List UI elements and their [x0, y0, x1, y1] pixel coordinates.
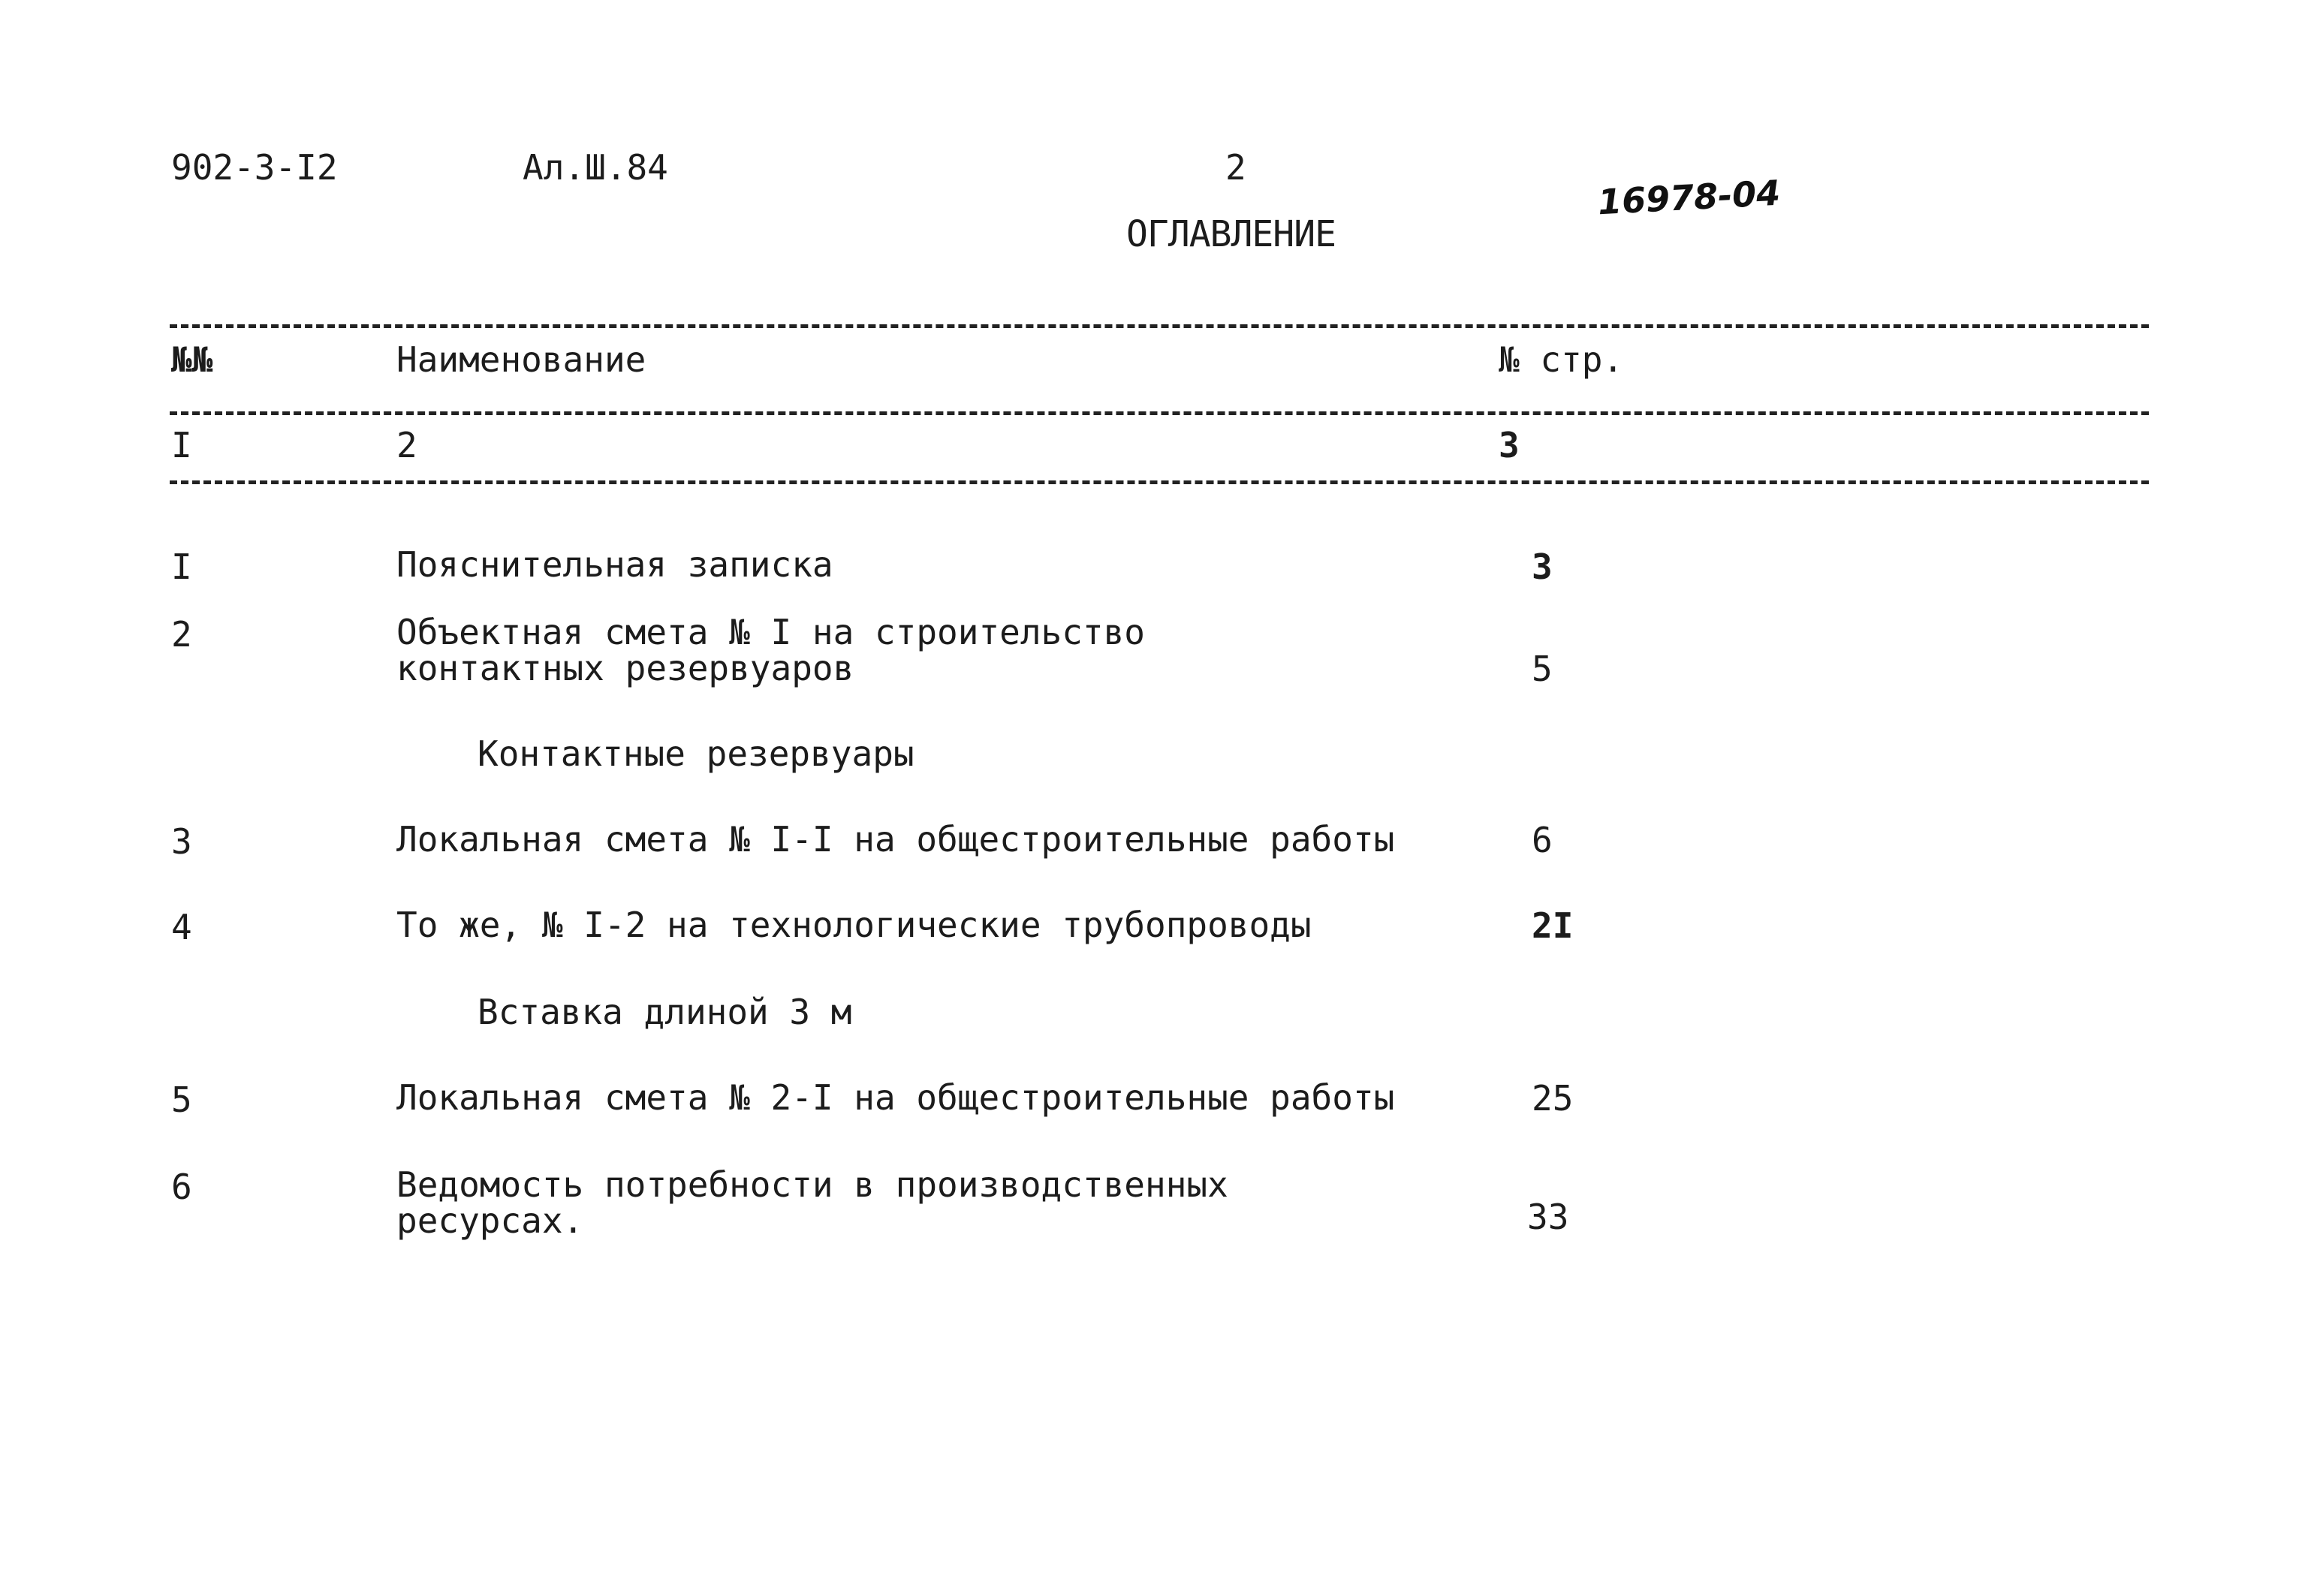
row-title: Объектная смета № I на строительство контактных резервуаров: [396, 612, 1145, 688]
column-number-1: I: [171, 425, 192, 465]
row-title: Локальная смета № I-I на общестроительные работы: [396, 819, 1395, 860]
column-number-2: 2: [396, 425, 417, 465]
row-page: 33: [1527, 1197, 1569, 1237]
row-title: Пояснительная записка: [396, 544, 833, 585]
row-number: 6: [171, 1167, 192, 1207]
page-number: 2: [1225, 147, 1246, 188]
row-number: 5: [171, 1080, 192, 1120]
row-title: То же, № I-2 на технологические трубопроводы: [396, 905, 1312, 945]
column-number-3: 3: [1499, 425, 1520, 465]
inventory-stamp: 16978-04: [1596, 172, 1782, 223]
row-title: Локальная смета № 2-I на общестроительные работы: [396, 1077, 1395, 1118]
rule-bottom: [170, 480, 2149, 484]
column-header-page: № стр.: [1499, 339, 1624, 380]
row-number: 2: [171, 614, 192, 655]
column-header-number: №№: [171, 339, 213, 380]
row-number: 3: [171, 821, 192, 862]
rule-top: [170, 324, 2149, 328]
row-page: 5: [1532, 649, 1553, 689]
row-number: 4: [171, 907, 192, 947]
section-heading: Вставка длиной 3 м: [478, 992, 852, 1032]
row-page: 25: [1532, 1078, 1574, 1119]
row-title: Ведомость потребности в производственных ресурсах.: [396, 1164, 1228, 1241]
row-page: 6: [1532, 820, 1553, 860]
document-code: 902-3-I2: [171, 147, 338, 188]
section-heading: Контактные резервуары: [478, 733, 914, 774]
page-title: ОГЛАВЛЕНИЕ: [1126, 213, 1336, 255]
row-number: I: [171, 547, 192, 587]
column-header-name: Наименование: [396, 339, 646, 380]
row-page: 3: [1532, 547, 1553, 587]
rule-middle: [170, 411, 2149, 415]
album-number: Ал.Ш.84: [523, 147, 668, 188]
row-page: 2I: [1532, 905, 1574, 946]
